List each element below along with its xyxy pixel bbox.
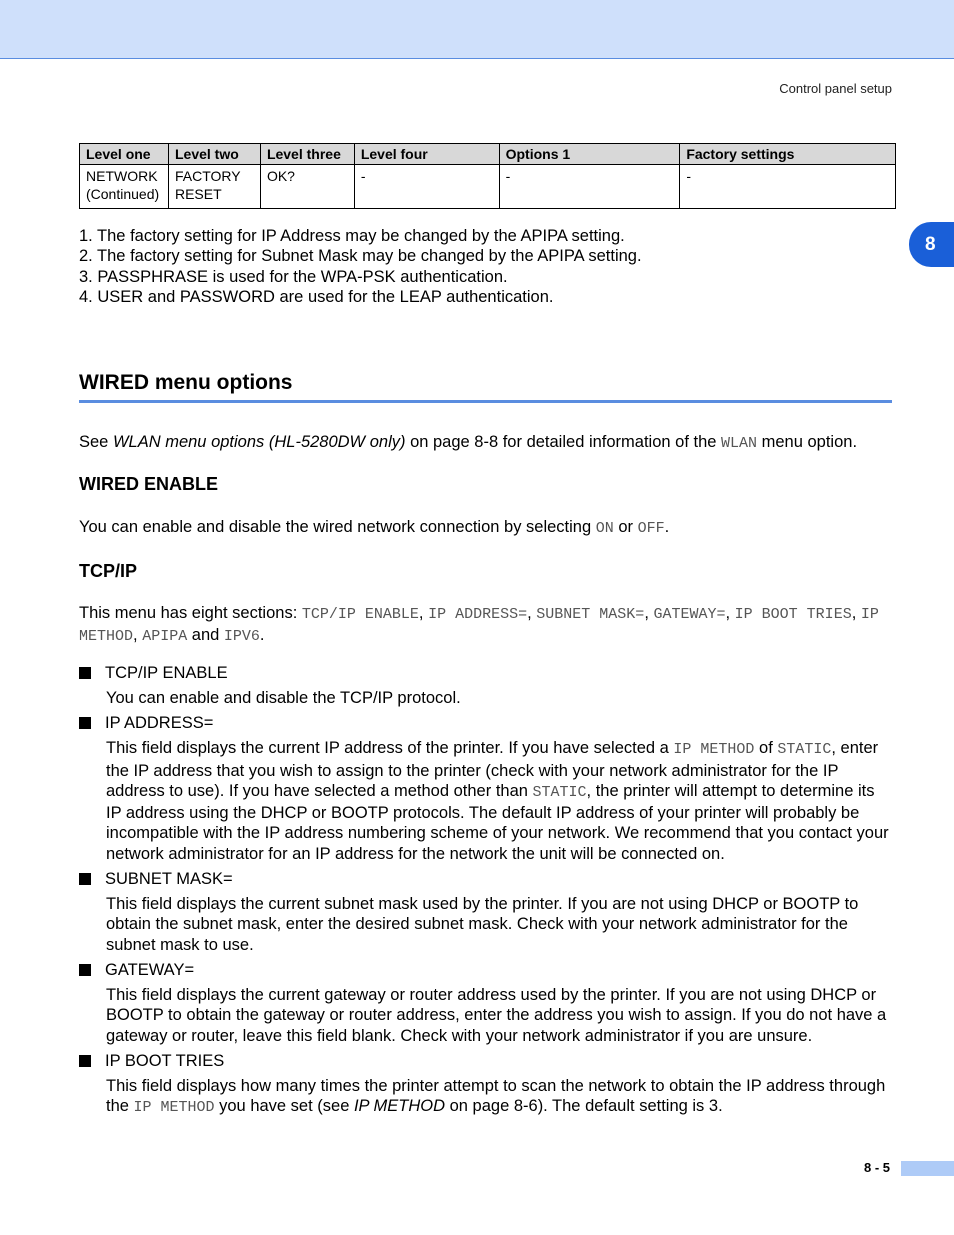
running-head: Control panel setup xyxy=(779,81,892,96)
cell-level-two-line2: RESET xyxy=(174,186,222,202)
code-static: STATIC xyxy=(777,741,832,759)
bullet-square-icon xyxy=(79,717,91,729)
page-number: 8 - 5 xyxy=(864,1160,891,1175)
list-item xyxy=(79,713,894,733)
list-item xyxy=(79,960,894,980)
item-description xyxy=(79,738,894,864)
header-factory-settings: Factory settings xyxy=(680,144,896,165)
item-description: This field displays the current subnet mask used by the printer. If you are not using DHCP or BOOTP to obtain the subnet mask, enter the desired subnet mask. Check with your network administrator for the subnet mask to use. xyxy=(106,895,859,954)
table-header-row xyxy=(80,144,896,165)
cell-level-one-line1: NETWORK xyxy=(86,168,158,184)
header-level-four: Level four xyxy=(354,144,499,165)
cell-level-two-line1: FACTORY xyxy=(174,168,241,184)
code-wlan: WLAN xyxy=(721,435,758,452)
footnote: 3. PASSPHRASE is used for the WPA-PSK authentication. xyxy=(79,267,508,286)
separator: , xyxy=(725,604,735,622)
wired-enable-text xyxy=(79,517,894,539)
code-section: SUBNET MASK= xyxy=(536,606,645,623)
header-band xyxy=(0,0,954,59)
chapter-tab[interactable]: 8 xyxy=(909,222,954,267)
code-ip-method: IP METHOD xyxy=(133,1099,215,1117)
code-off: OFF xyxy=(637,520,665,537)
cell-factory: - xyxy=(680,165,896,209)
separator: , xyxy=(133,626,143,645)
bullet-square-icon xyxy=(79,873,91,885)
header-level-one: Level one xyxy=(80,144,169,165)
body-text: on page 8-6). The default setting is 3. xyxy=(445,1097,723,1116)
intro-text: See xyxy=(79,433,113,451)
body-text: This field displays the current IP address of the printer. If you have selected a xyxy=(106,739,674,758)
intro-text: on page 8-8 for detailed information of the xyxy=(405,433,722,451)
header-level-two: Level two xyxy=(168,144,260,165)
body-text: you have set (see xyxy=(214,1097,354,1116)
list-item xyxy=(79,663,894,683)
separator: . xyxy=(259,626,265,645)
footnote: 4. USER and PASSWORD are used for the LEAP authentication. xyxy=(79,287,554,306)
cell-level-three: OK? xyxy=(260,165,354,209)
code-section: IPV6 xyxy=(223,628,260,646)
body-text: You can enable and disable the wired network connection by selecting xyxy=(79,518,596,536)
tcpip-heading: TCP/IP xyxy=(79,561,138,581)
item-label: IP ADDRESS= xyxy=(105,714,214,733)
table-row xyxy=(80,165,896,209)
cross-reference-link[interactable]: WLAN menu options (HL-5280DW only) xyxy=(112,433,406,451)
body-text: , the printer will attempt to determine its IP address using the DHCP or BOOTP protocols. The default IP address of your printer will probably be incompatible with the IP address numbering scheme of your network. We recommend that you contact your network administrator for an IP address for the network the unit will be connected on. xyxy=(106,781,889,863)
body-text: , enter the IP address that you wish to assign to the printer (check with your network administrator for the IP address to use). If you have selected a method other than xyxy=(106,739,879,800)
separator: , xyxy=(644,604,654,622)
code-section: APIPA xyxy=(142,628,188,646)
item-label: SUBNET MASK= xyxy=(105,870,233,889)
header-options: Options 1 xyxy=(499,144,680,165)
code-ip-method: IP METHOD xyxy=(673,741,755,759)
code-on: ON xyxy=(595,520,614,537)
item-description xyxy=(79,1076,894,1119)
bullet-square-icon xyxy=(79,1055,91,1067)
item-description: You can enable and disable the TCP/IP protocol. xyxy=(106,689,461,707)
cell-level-four: - xyxy=(354,165,499,209)
intro-text: menu option. xyxy=(757,433,858,451)
code-section: TCP/IP ENABLE xyxy=(301,606,419,623)
code-section: IP METHOD xyxy=(79,606,879,646)
code-section: GATEWAY= xyxy=(653,606,726,623)
separator: and xyxy=(187,626,224,645)
separator: , xyxy=(851,604,861,622)
cell-level-two xyxy=(168,165,260,209)
footnote: 1. The factory setting for IP Address may be changed by the APIPA setting. xyxy=(79,227,625,245)
body-text: of xyxy=(754,739,778,758)
bullet-square-icon xyxy=(79,964,91,976)
footer-bar xyxy=(901,1161,954,1176)
code-section: IP ADDRESS= xyxy=(428,606,528,623)
section-intro xyxy=(79,432,894,454)
tcpip-intro xyxy=(79,603,879,648)
menu-table xyxy=(79,143,896,209)
body-text: or xyxy=(613,518,638,536)
list-item xyxy=(79,1051,894,1071)
separator: , xyxy=(418,604,429,622)
footnote: 2. The factory setting for Subnet Mask may be changed by the APIPA setting. xyxy=(79,247,642,266)
item-label: IP BOOT TRIES xyxy=(105,1051,225,1070)
footnotes xyxy=(79,226,642,307)
header-level-three: Level three xyxy=(260,144,354,165)
item-label: TCP/IP ENABLE xyxy=(105,664,228,682)
cell-level-one xyxy=(80,165,169,209)
code-section: IP BOOT TRIES xyxy=(734,606,852,623)
separator: , xyxy=(527,604,537,622)
code-static: STATIC xyxy=(532,783,587,801)
item-label: GATEWAY= xyxy=(105,960,195,979)
section-divider xyxy=(79,400,892,403)
cross-reference-link[interactable]: IP METHOD xyxy=(353,1097,446,1116)
cell-options: - xyxy=(499,165,680,209)
body-text: This field displays how many times the printer attempt to scan the network to obtain the IP address through the xyxy=(106,1076,886,1116)
item-description: This field displays the current gateway or router address used by the printer. If you are not using DHCP or BOOTP to obtain the gateway or router address, enter the address you wish to assign. If you do not have a gateway or router, leave this field blank. Check with your network administrator if you are unsure. xyxy=(106,985,887,1045)
tcpip-items-list xyxy=(79,663,894,1123)
bullet-square-icon xyxy=(79,667,91,679)
section-title: WIRED menu options xyxy=(79,371,293,394)
body-text: . xyxy=(664,518,670,536)
list-item xyxy=(79,869,894,889)
body-text: This menu has eight sections: xyxy=(79,604,302,622)
wired-enable-heading: WIRED ENABLE xyxy=(79,474,218,494)
cell-level-one-line2: (Continued) xyxy=(86,186,160,202)
